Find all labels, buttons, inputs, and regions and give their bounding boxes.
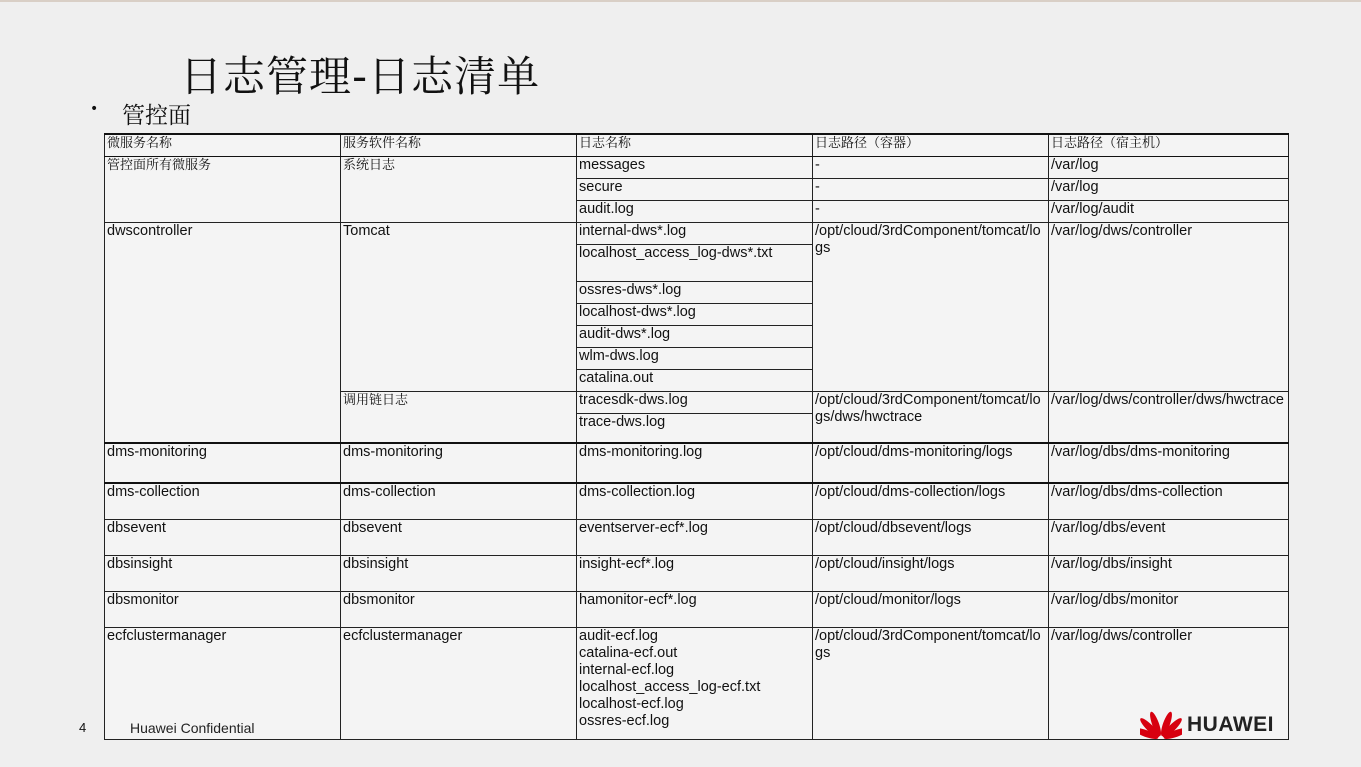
log-inventory-table xyxy=(104,133,1289,740)
cell-log-name: wlm-dws.log xyxy=(577,347,813,369)
confidential-label: Huawei Confidential xyxy=(130,720,255,736)
table-row xyxy=(105,555,1289,591)
cell-log-name: dms-monitoring.log xyxy=(577,443,813,483)
cell-log-name: localhost-dws*.log xyxy=(577,303,813,325)
cell-log-name: trace-dws.log xyxy=(577,413,813,443)
log-name-line: audit-ecf.log xyxy=(579,627,658,644)
log-name-line: ossres-ecf.log xyxy=(579,712,670,729)
table-row xyxy=(105,627,1289,739)
cell-host-path: /var/log/dbs/monitor xyxy=(1049,591,1289,627)
cell-container-path: /opt/cloud/3rdComponent/tomcat/logs xyxy=(813,627,1049,739)
cell-log-name-list xyxy=(577,627,813,739)
table-row xyxy=(105,156,1289,178)
cell-log-name: secure xyxy=(577,178,813,200)
header-software: 服务软件名称 xyxy=(341,134,577,156)
cell-container-path: - xyxy=(813,200,1049,222)
cell-log-name: ossres-dws*.log xyxy=(577,281,813,303)
cell-host-path: /var/log xyxy=(1049,178,1289,200)
cell-host-path: /var/log/dbs/dms-monitoring xyxy=(1049,443,1289,483)
cell-log-name: dms-collection.log xyxy=(577,483,813,519)
log-name-line: catalina-ecf.out xyxy=(579,644,678,661)
log-name-line: localhost-ecf.log xyxy=(579,695,684,712)
cell-container-path: /opt/cloud/dbsevent/logs xyxy=(813,519,1049,555)
cell-log-name: catalina.out xyxy=(577,369,813,391)
cell-host-path: /var/log/dws/controller xyxy=(1049,627,1289,739)
cell-software: dms-collection xyxy=(341,483,577,519)
table-row xyxy=(105,443,1289,483)
cell-software: 调用链日志 xyxy=(341,391,577,443)
header-container-path: 日志路径（容器） xyxy=(813,134,1049,156)
cell-software: 系统日志 xyxy=(341,156,577,222)
cell-software: dbsevent xyxy=(341,519,577,555)
cell-host-path: /var/log/dbs/dms-collection xyxy=(1049,483,1289,519)
cell-software: dbsmonitor xyxy=(341,591,577,627)
cell-microservice: dwscontroller xyxy=(105,222,341,443)
cell-container-path: - xyxy=(813,156,1049,178)
cell-microservice: dbsinsight xyxy=(105,555,341,591)
cell-software: dbsinsight xyxy=(341,555,577,591)
cell-container-path: /opt/cloud/dms-monitoring/logs xyxy=(813,443,1049,483)
cell-microservice: dms-collection xyxy=(105,483,341,519)
cell-microservice: dms-monitoring xyxy=(105,443,341,483)
cell-software: dms-monitoring xyxy=(341,443,577,483)
cell-log-name: audit-dws*.log xyxy=(577,325,813,347)
table-row xyxy=(105,483,1289,519)
cell-log-name: eventserver-ecf*.log xyxy=(577,519,813,555)
cell-microservice: 管控面所有微服务 xyxy=(105,156,341,222)
cell-container-path: /opt/cloud/monitor/logs xyxy=(813,591,1049,627)
table-header-row xyxy=(105,134,1289,156)
table-row xyxy=(105,591,1289,627)
cell-host-path: /var/log/dws/controller xyxy=(1049,222,1289,391)
page-number: 4 xyxy=(79,720,87,735)
cell-host-path: /var/log/dbs/insight xyxy=(1049,555,1289,591)
slide-subtitle: 管控面 xyxy=(122,103,191,129)
header-log-name: 日志名称 xyxy=(577,134,813,156)
cell-log-name: internal-dws*.log xyxy=(577,222,813,244)
cell-log-name: localhost_access_log-dws*.txt xyxy=(577,244,813,281)
cell-host-path: /var/log/dws/controller/dws/hwctrace xyxy=(1049,391,1289,443)
cell-microservice: dbsmonitor xyxy=(105,591,341,627)
header-microservice: 微服务名称 xyxy=(105,134,341,156)
huawei-petal-icon xyxy=(1140,709,1182,741)
cell-container-path: - xyxy=(813,178,1049,200)
cell-container-path: /opt/cloud/3rdComponent/tomcat/logs xyxy=(813,222,1049,391)
cell-software: Tomcat xyxy=(341,222,577,391)
cell-host-path: /var/log/audit xyxy=(1049,200,1289,222)
cell-container-path: /opt/cloud/insight/logs xyxy=(813,555,1049,591)
brand-name: HUAWEI xyxy=(1187,713,1274,736)
log-name-line: localhost_access_log-ecf.txt xyxy=(579,678,761,695)
header-host-path: 日志路径（宿主机） xyxy=(1049,134,1289,156)
table-row xyxy=(105,519,1289,555)
cell-log-name: insight-ecf*.log xyxy=(577,555,813,591)
bullet-dot: • xyxy=(90,101,99,117)
cell-container-path: /opt/cloud/dms-collection/logs xyxy=(813,483,1049,519)
cell-log-name: messages xyxy=(577,156,813,178)
cell-log-name: audit.log xyxy=(577,200,813,222)
cell-host-path: /var/log/dbs/event xyxy=(1049,519,1289,555)
cell-log-name: tracesdk-dws.log xyxy=(577,391,813,413)
cell-log-name: hamonitor-ecf*.log xyxy=(577,591,813,627)
cell-software: ecfclustermanager xyxy=(341,627,577,739)
cell-host-path: /var/log xyxy=(1049,156,1289,178)
huawei-logo xyxy=(1140,709,1274,741)
slide-title: 日志管理-日志清单 xyxy=(180,52,541,101)
cell-microservice: ecfclustermanager xyxy=(105,627,341,739)
table-row xyxy=(105,222,1289,244)
log-name-line: internal-ecf.log xyxy=(579,661,675,678)
top-divider xyxy=(0,0,1361,2)
cell-microservice: dbsevent xyxy=(105,519,341,555)
cell-container-path: /opt/cloud/3rdComponent/tomcat/logs/dws/hwctrace xyxy=(813,391,1049,443)
